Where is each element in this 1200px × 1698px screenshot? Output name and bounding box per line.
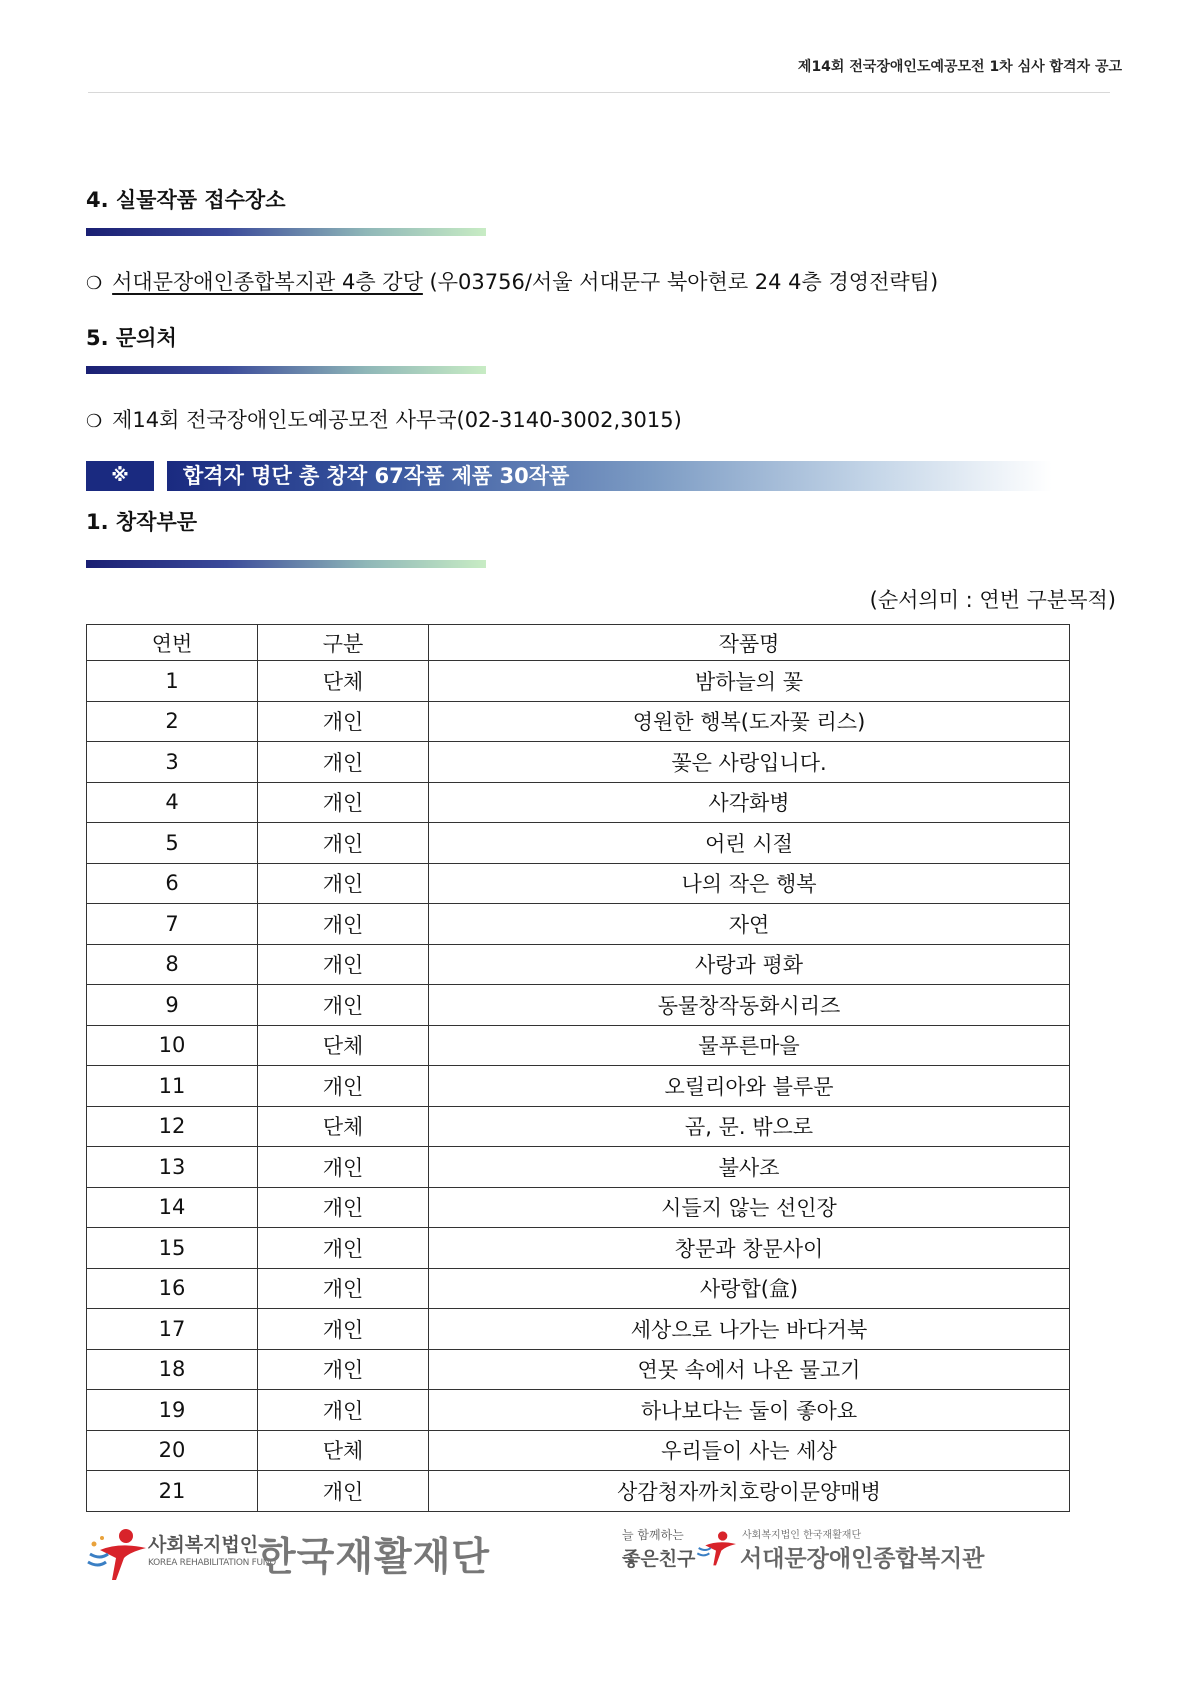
place-address: (우03756/서울 서대문구 북아현로 24 4층 경영전략팀): [429, 270, 939, 294]
table-row: [87, 1025, 1070, 1066]
row-no: 14: [87, 1187, 258, 1228]
table-row: [87, 742, 1070, 783]
section5-gradient-bar: [86, 366, 486, 374]
footer-logos: [86, 1524, 1106, 1584]
header-rule: [88, 92, 1110, 93]
section1-gradient-bar: [86, 560, 486, 568]
row-type: 개인: [258, 1147, 429, 1188]
table-row: [87, 1147, 1070, 1188]
section5-title: 5. 문의처: [86, 326, 177, 350]
row-type: 개인: [258, 1066, 429, 1107]
row-title: 영원한 행복(도자꽃 리스): [429, 701, 1070, 742]
row-type: 개인: [258, 1228, 429, 1269]
works-table: [86, 624, 1070, 1512]
table-row: [87, 1106, 1070, 1147]
row-no: 20: [87, 1430, 258, 1471]
table-row: [87, 1187, 1070, 1228]
row-type: 개인: [258, 944, 429, 985]
table-row: [87, 701, 1070, 742]
row-title: 사각화병: [429, 782, 1070, 823]
section4-place-line: [86, 266, 938, 296]
row-title: 나의 작은 행복: [429, 863, 1070, 904]
row-title: 자연: [429, 904, 1070, 945]
row-title: 밤하늘의 꽃: [429, 661, 1070, 702]
row-title: 사랑합(盒): [429, 1268, 1070, 1309]
section5-contact-line: [86, 404, 682, 434]
korea-rehabilitation-fund-logo: [86, 1524, 506, 1584]
seodaemun-welfare-center-logo: [622, 1524, 1022, 1584]
figure-emblem-icon: [696, 1526, 740, 1570]
row-no: 13: [87, 1147, 258, 1188]
circle-bullet-icon: ❍: [86, 411, 103, 432]
header-cell-no: 연번: [87, 625, 258, 661]
row-type: 개인: [258, 904, 429, 945]
table-row: [87, 985, 1070, 1026]
row-title: 하나보다는 둘이 좋아요: [429, 1390, 1070, 1431]
row-title: 오릴리아와 블루문: [429, 1066, 1070, 1107]
row-no: 15: [87, 1228, 258, 1269]
table-header-row: [87, 625, 1070, 661]
row-title: 물푸른마을: [429, 1025, 1070, 1066]
place-name: 서대문장애인종합복지관 4층 강당: [112, 270, 423, 294]
row-type: 단체: [258, 1025, 429, 1066]
left-logo-prefix: 사회복지법인: [148, 1534, 259, 1556]
row-title: 곰, 문. 밖으로: [429, 1106, 1070, 1147]
table-row: [87, 1390, 1070, 1431]
row-type: 단체: [258, 1430, 429, 1471]
table-row: [87, 1309, 1070, 1350]
right-logo-script-top: 늘 함께하는: [622, 1528, 684, 1542]
row-type: 개인: [258, 823, 429, 864]
row-type: 개인: [258, 1187, 429, 1228]
row-type: 개인: [258, 1390, 429, 1431]
table-row: [87, 863, 1070, 904]
row-no: 17: [87, 1309, 258, 1350]
row-no: 10: [87, 1025, 258, 1066]
right-logo-script-bottom: 좋은친구: [622, 1548, 696, 1570]
row-type: 개인: [258, 863, 429, 904]
row-type: 단체: [258, 1106, 429, 1147]
row-no: 18: [87, 1349, 258, 1390]
section4-title: 4. 실물작품 접수장소: [86, 188, 286, 212]
right-logo-small: 사회복지법인 한국재활재단: [742, 1530, 862, 1541]
row-type: 개인: [258, 985, 429, 1026]
row-no: 12: [87, 1106, 258, 1147]
table-row: [87, 1471, 1070, 1512]
row-type: 개인: [258, 1471, 429, 1512]
table-row: [87, 782, 1070, 823]
row-title: 우리들이 사는 세상: [429, 1430, 1070, 1471]
row-title: 동물창작동화시리즈: [429, 985, 1070, 1026]
banner-text: 합격자 명단 총 창작 67작품 제품 30작품: [167, 461, 1052, 491]
right-logo-name: 서대문장애인종합복지관: [740, 1546, 985, 1572]
row-title: 창문과 창문사이: [429, 1228, 1070, 1269]
header-cell-title: 작품명: [429, 625, 1070, 661]
circle-bullet-icon: ❍: [86, 273, 103, 294]
table-row: [87, 1349, 1070, 1390]
row-title: 사랑과 평화: [429, 944, 1070, 985]
results-banner: [86, 461, 1052, 491]
order-note: (순서의미 : 연번 구분목적): [869, 588, 1116, 612]
section1-title: 1. 창작부문: [86, 510, 198, 534]
row-title: 세상으로 나가는 바다거북: [429, 1309, 1070, 1350]
row-no: 6: [87, 863, 258, 904]
row-no: 9: [87, 985, 258, 1026]
row-no: 2: [87, 701, 258, 742]
figure-emblem-icon: [86, 1524, 152, 1584]
row-type: 단체: [258, 661, 429, 702]
header-cell-type: 구분: [258, 625, 429, 661]
reference-mark: ※: [86, 461, 154, 491]
table-row: [87, 1228, 1070, 1269]
row-title: 불사조: [429, 1147, 1070, 1188]
table-row: [87, 823, 1070, 864]
table-row: [87, 1430, 1070, 1471]
table-row: [87, 1066, 1070, 1107]
section4-gradient-bar: [86, 228, 486, 236]
row-type: 개인: [258, 701, 429, 742]
row-title: 어린 시절: [429, 823, 1070, 864]
row-no: 5: [87, 823, 258, 864]
row-no: 3: [87, 742, 258, 783]
row-type: 개인: [258, 1268, 429, 1309]
row-type: 개인: [258, 1309, 429, 1350]
table-row: [87, 944, 1070, 985]
row-no: 11: [87, 1066, 258, 1107]
row-type: 개인: [258, 1349, 429, 1390]
row-type: 개인: [258, 742, 429, 783]
contact-text: 제14회 전국장애인도예공모전 사무국(02-3140-3002,3015): [112, 408, 682, 432]
table-row: [87, 661, 1070, 702]
row-no: 7: [87, 904, 258, 945]
table-row: [87, 1268, 1070, 1309]
row-no: 19: [87, 1390, 258, 1431]
row-title: 상감청자까치호랑이문양매병: [429, 1471, 1070, 1512]
row-title: 꽃은 사랑입니다.: [429, 742, 1070, 783]
table-row: [87, 904, 1070, 945]
row-title: 연못 속에서 나온 물고기: [429, 1349, 1070, 1390]
header-title: 제14회 전국장애인도예공모전 1차 심사 합격자 공고: [797, 59, 1122, 75]
row-title: 시들지 않는 선인장: [429, 1187, 1070, 1228]
row-no: 8: [87, 944, 258, 985]
row-no: 21: [87, 1471, 258, 1512]
row-no: 16: [87, 1268, 258, 1309]
row-no: 1: [87, 661, 258, 702]
left-logo-english: KOREA REHABILITATION FUND: [148, 1558, 276, 1568]
row-type: 개인: [258, 782, 429, 823]
row-no: 4: [87, 782, 258, 823]
left-logo-name: 한국재활재단: [258, 1535, 491, 1580]
table-body: [87, 661, 1070, 1512]
